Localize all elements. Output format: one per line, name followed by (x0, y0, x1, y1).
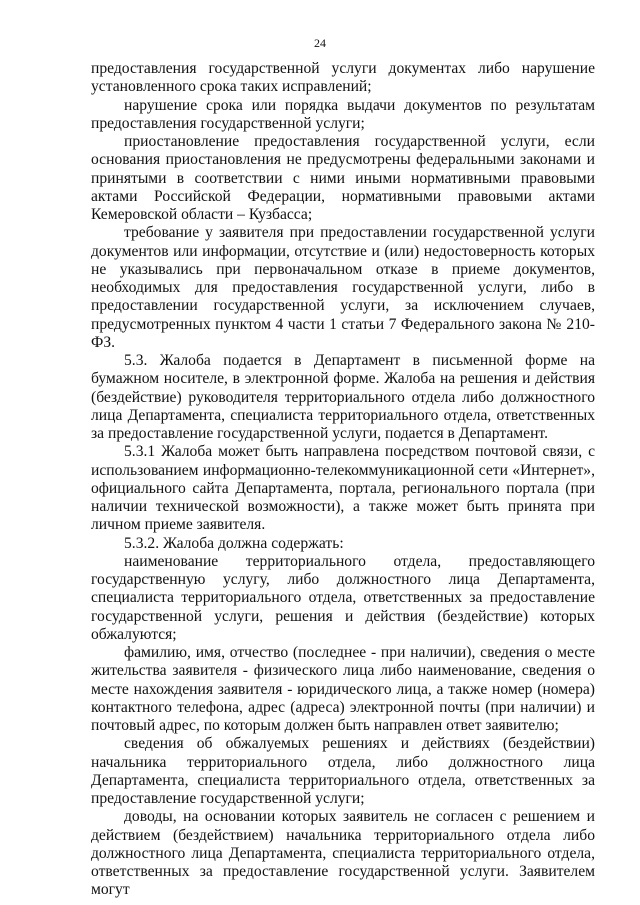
paragraph: наименование территориального отдела, предоставляющего государственную услугу, либо должностного лица Департамента, специалиста территориального отдела, ответственных за предоставление государственной услуги, решения и действия (бездействие) которых обжалуются; (91, 552, 595, 643)
document-body (91, 60, 595, 900)
paragraph-section-5-3-2: 5.3.2. Жалоба должна содержать: (124, 534, 344, 552)
paragraph-section-5-3-1: 5.3.1 Жалоба может быть направлена посредством почтовой связи, с использованием информационно-телекоммуникационной сети «Интернет», официального сайта Департамента, портала, регионального портала (при наличии технической возможности), а также может быть принята при личном приеме заявителя. (91, 443, 595, 534)
paragraph-section-5-3: 5.3. Жалоба подается в Департамент в письменной форме на бумажном носителе, в электронной форме. Жалоба на решения и действия (бездействие) руководителя территориального отдела либо должностного лица Департамента, специалиста территориального отдела, ответственных за предоставление государственной услуги, подается в Департамент. (91, 352, 595, 442)
paragraph: приостановление предоставления государственной услуги, если основания приостановления не предусмотрены федеральными законами и принятыми в соответствии с ними иными нормативными правовыми актами Российской Федерации, нормативными правовыми актами Кемеровской области – Кузбасса; (91, 133, 595, 223)
paragraph: сведения об обжалуемых решениях и действиях (бездействии) начальника территориального отдела, либо должностного лица Департамента, специалиста территориального отдела, ответственных за предоставление государственной услуги; (91, 735, 595, 807)
page-number: 24 (314, 36, 326, 50)
paragraph: доводы, на основании которых заявитель не согласен с решением и действием (бездействием) начальника территориального отдела либо должностного лица Департамента, специалиста территориального отдела, ответственных за предоставление государственной услуги. Заявителем могут (91, 808, 595, 899)
paragraph: требование у заявителя при предоставлении государственной услуги документов или информации, отсутствие и (или) недостоверность которых не указывались при первоначальном отказе в приеме документов, необходимых для предоставления государственной услуги, либо в предоставлении государственной услуги, за исключением случаев, предусмотренных пунктом 4 части 1 статьи 7 Федерального закона № 210-ФЗ. (91, 224, 595, 351)
paragraph-continuation: предоставления государственной услуги документах либо нарушение установленного срока таких исправлений; (91, 60, 595, 96)
paragraph: нарушение срока или порядка выдачи документов по результатам предоставления государственной услуги; (91, 96, 595, 132)
paragraph: фамилию, имя, отчество (последнее - при наличии), сведения о месте жительства заявителя - физического лица либо наименование, сведения о месте нахождения заявителя - юридического лица, а также номер (номера) контактного телефона, адрес (адреса) электронной почты (при наличии) и почтовый адрес, по которым должен быть направлен ответ заявителю; (91, 644, 595, 734)
